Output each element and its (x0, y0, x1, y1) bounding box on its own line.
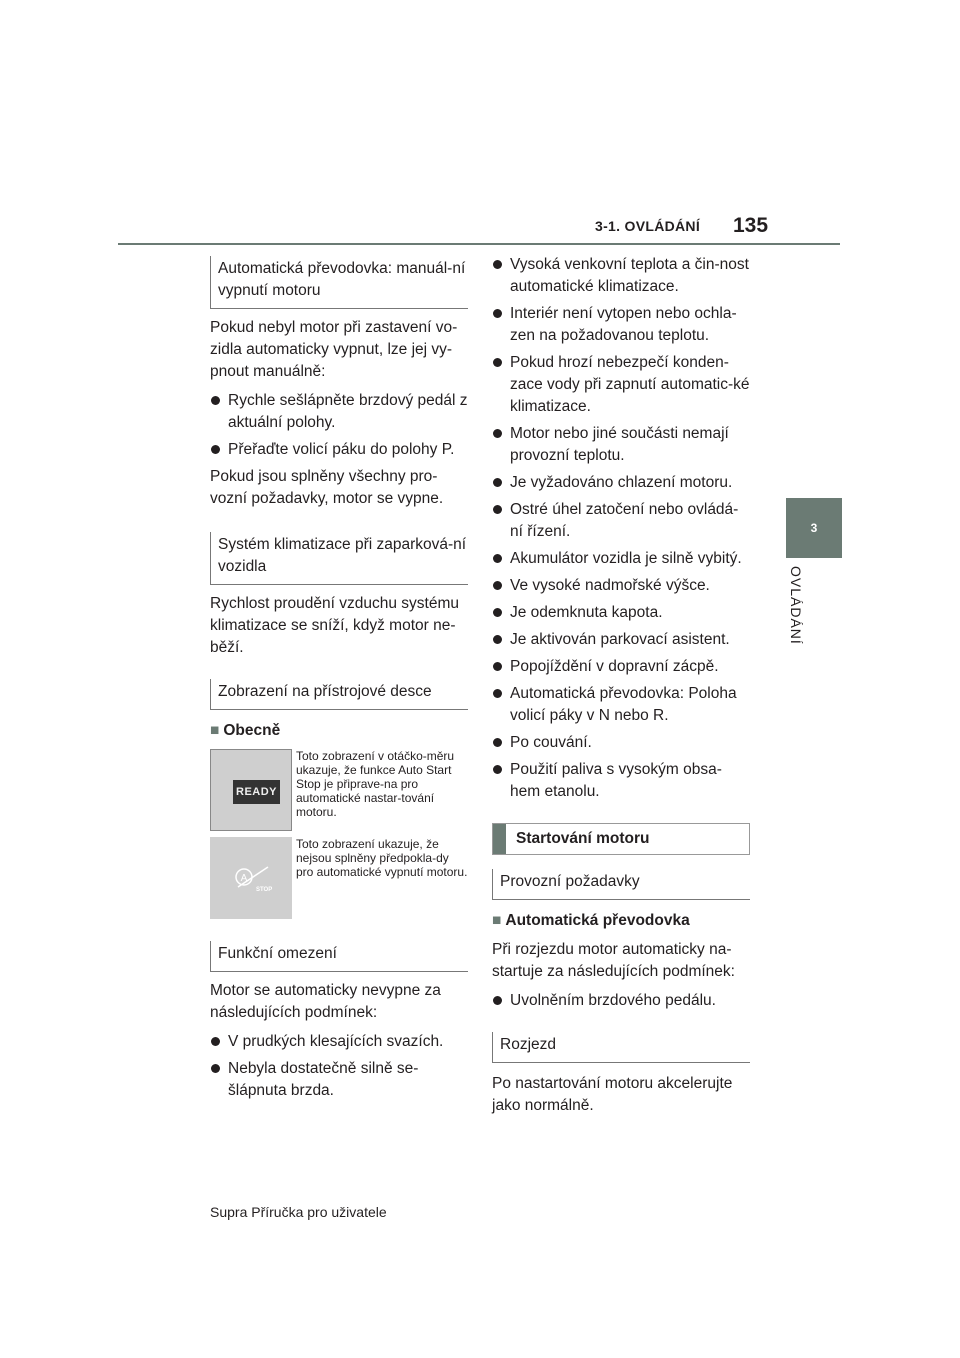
subheading-driveoff: Rozjezd (492, 1032, 750, 1063)
page-number: 135 (733, 214, 769, 237)
paragraph: Motor se automaticky nevypne za následujících podmínek: (210, 982, 441, 1021)
square-bullet-icon: ■ (210, 722, 220, 739)
subheading-climate: Systém klimatizace při zaparková-ní vozidla (210, 532, 468, 585)
bullet-item: Popojíždění v dopravní zácpě. (492, 656, 750, 678)
square-heading-label: Obecně (223, 722, 281, 739)
right-column (492, 254, 750, 1124)
bullet-item: V prudkých klesajících svazích. (210, 1031, 468, 1053)
title-swatch (493, 824, 506, 854)
bullet-item: Motor nebo jiné součásti nemají provozní teplotu. (492, 423, 750, 467)
bullet-item: Automatická převodovka: Poloha volicí páky v N nebo R. (492, 683, 750, 727)
subheading-requirements: Provozní požadavky (492, 869, 750, 900)
bullet-item: Je vyžadováno chlazení motoru. (492, 472, 750, 494)
paragraph: Pokud nebyl motor při zastavení vo-zidla automaticky vypnut, lze jej vy-pnout manuálně: (210, 319, 458, 380)
bullet-item: Pokud hrozí nebezpečí konden-zace vody při zapnutí automatic-ké klimatizace. (492, 352, 750, 418)
ready-indicator-image (210, 749, 292, 831)
svg-text:A: A (240, 873, 248, 884)
bullet-item: Je odemknuta kapota. (492, 602, 750, 624)
bullet-item: Rychle sešlápněte brzdový pedál z aktuální polohy. (210, 390, 468, 434)
bullet-item: Uvolněním brzdového pedálu. (492, 990, 750, 1012)
paragraph: Pokud jsou splněny všechny pro-vozní požadavky, motor se vypne. (210, 468, 444, 507)
section-title-text: Startování motoru (516, 830, 650, 847)
chapter-label: OVLÁDÁNÍ (788, 566, 804, 645)
stop-indicator-image (210, 837, 292, 919)
caption: Toto zobrazení v otáčko-měru ukazuje, že funkce Auto Start Stop je připrave-na pro automatické nastar-tování motoru. (296, 749, 455, 819)
bullet-item: Ve vysoké nadmořské výšce. (492, 575, 750, 597)
stop-label: STOP (256, 887, 273, 893)
bullet-item: Přeřaďte volicí páku do polohy P. (210, 439, 468, 461)
chapter-tab: 3 (786, 498, 842, 558)
section-title: 3-1. OVLÁDÁNÍ (595, 218, 701, 234)
bullet-item: Akumulátor vozidla je silně vybitý. (492, 548, 750, 570)
bullet-item: Interiér není vytopen nebo ochla-zen na požadovanou teplotu. (492, 303, 750, 347)
footer-text: Supra Příručka pro uživatele (210, 1204, 387, 1220)
display-row (210, 749, 468, 831)
ready-label: READY (233, 780, 280, 804)
display-row (210, 837, 468, 919)
square-bullet-icon: ■ (492, 912, 502, 929)
square-heading (210, 720, 468, 742)
left-column (210, 256, 468, 1107)
bullet-item: Použití paliva s vysokým obsa-hem etanolu. (492, 759, 750, 803)
paragraph: Po nastartování motoru akcelerujte jako normálně. (492, 1075, 733, 1114)
bullet-item: Po couvání. (492, 732, 750, 754)
bullet-item: Ostré úhel zatočení nebo ovládá-ní řízení. (492, 499, 750, 543)
bullet-item: Nebyla dostatečně silně se-šlápnuta brzda. (210, 1058, 468, 1102)
square-heading (492, 910, 750, 932)
paragraph: Rychlost proudění vzduchu systému klimatizace se sníží, když motor ne-běží. (210, 595, 459, 656)
section-title-bar (492, 823, 750, 855)
square-heading-label: Automatická převodovka (505, 912, 690, 929)
bullet-item: Je aktivován parkovací asistent. (492, 629, 750, 651)
header-divider (118, 243, 840, 245)
subheading-limits: Funkční omezení (210, 941, 468, 972)
caption: Toto zobrazení ukazuje, že nejsou splněny předpokla-dy pro automatické vypnutí motoru. (296, 837, 468, 879)
paragraph: Při rozjezdu motor automaticky na-startuje za následujících podmínek: (492, 941, 735, 980)
subheading-manual-off: Automatická převodovka: manuál-ní vypnutí motoru (210, 256, 468, 309)
subheading-display: Zobrazení na přístrojové desce (210, 679, 468, 710)
bullet-item: Vysoká venkovní teplota a čin-nost automatické klimatizace. (492, 254, 750, 298)
